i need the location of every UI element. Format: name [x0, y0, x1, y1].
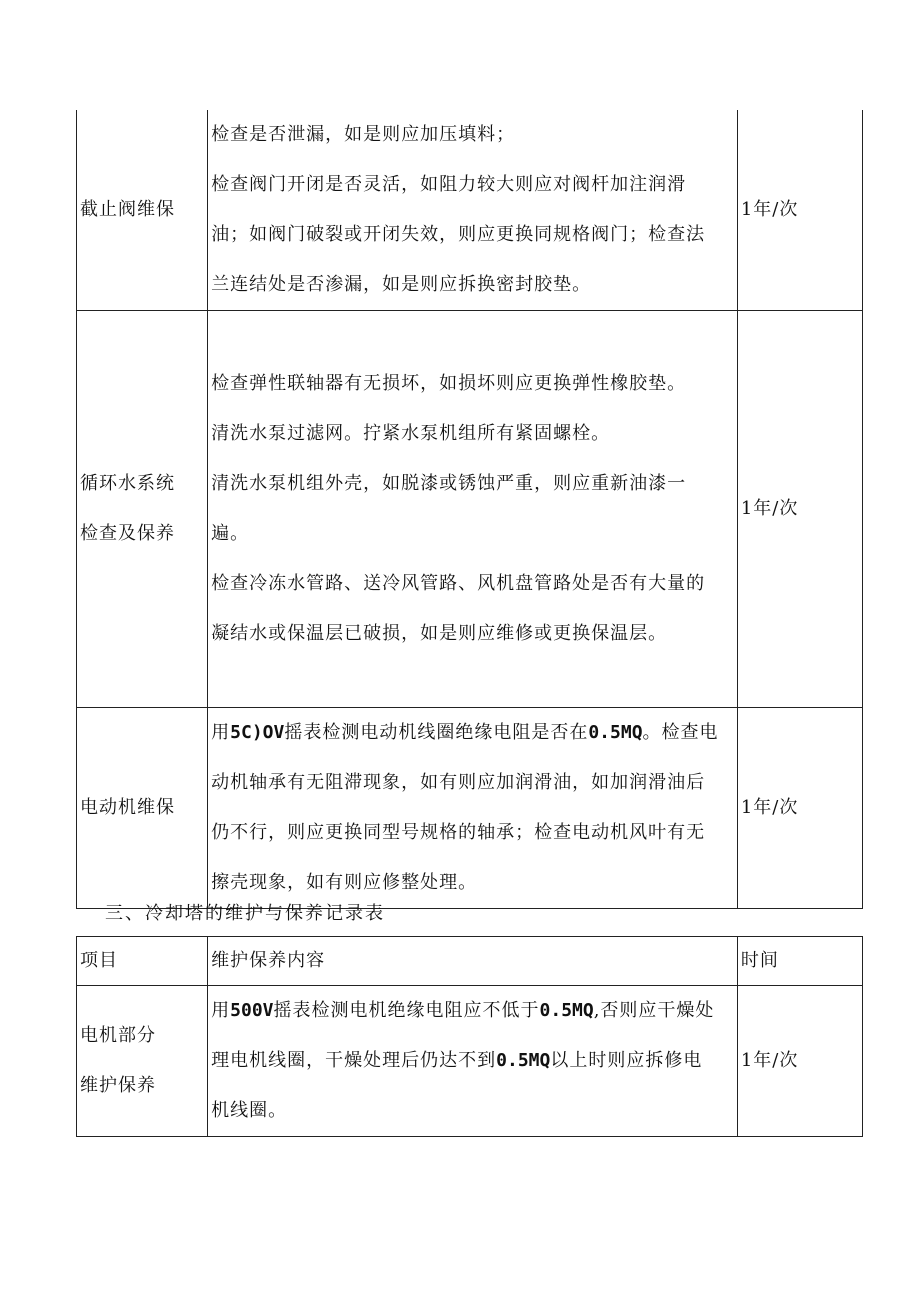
item-label: 截止阀维保 [80, 199, 175, 220]
content-line: 检查阀门开闭是否灵活，如阻力较大则应对阀杆加注润滑 [211, 174, 687, 195]
item-label: 维护保养 [80, 1075, 156, 1096]
text-run: 0.5MQ [588, 722, 643, 743]
content-line: 检查冷冻水管路、送冷风管路、风机盘管路处是否有大量的 [211, 573, 706, 594]
content-line: 检查弹性联轴器有无损坏，如损坏则应更换弹性橡胶垫。 [211, 373, 687, 394]
text-run: 5C)OV [230, 722, 285, 743]
text-run: 0.5MQ [539, 1000, 594, 1021]
header-cell-item: 项目 [77, 937, 208, 986]
text-run: 0.5MQ [496, 1050, 551, 1071]
content-line: 遍。 [211, 523, 250, 544]
item-cell [77, 708, 208, 909]
table-row [77, 311, 863, 708]
content-line: 凝结水或保温层已破损，如是则应维修或更换保温层。 [211, 623, 668, 644]
text-run: 用 [211, 1000, 231, 1021]
time-label: 1年/次 [740, 498, 799, 519]
text-run: 用 [211, 722, 231, 743]
content-line: 动机轴承有无阻滞现象，如有则应加润滑油，如加润滑油后 [211, 772, 706, 793]
header-cell-time: 时间 [737, 937, 862, 986]
time-label: 1年/次 [740, 1050, 799, 1071]
cooling-tower-table [76, 936, 863, 1137]
content-cell [208, 986, 738, 1137]
content-line: 机线圈。 [211, 1100, 288, 1121]
text-run: ,否则应干燥处 [593, 1000, 715, 1021]
time-label: 1年/次 [740, 199, 799, 220]
table-row [77, 708, 863, 909]
item-cell [77, 311, 208, 708]
content-line: 检查是否泄漏，如是则应加压填料； [211, 124, 516, 145]
text-run: 。检查电 [642, 722, 719, 743]
text-run: 理电机线圈，干燥处理后仍达不到 [211, 1050, 497, 1071]
table-row [77, 110, 863, 311]
text-run: 摇表检测电动机线圈绝缘电阻是否在 [284, 722, 589, 743]
content-line: 兰连结处是否渗漏，如是则应拆换密封胶垫。 [211, 274, 592, 295]
header-cell-content: 维护保养内容 [208, 937, 738, 986]
item-cell [77, 110, 208, 311]
item-label: 电机部分 [80, 1025, 156, 1046]
time-label: 1年/次 [740, 797, 799, 818]
item-label: 检查及保养 [80, 523, 175, 544]
item-label: 循环水系统 [80, 473, 175, 494]
time-cell [737, 311, 862, 708]
text-run: 摇表检测电机绝缘电阻应不低于 [273, 1000, 540, 1021]
content-line [211, 1036, 737, 1086]
item-label: 电动机维保 [80, 797, 175, 818]
maintenance-table-1 [76, 110, 863, 909]
time-cell [737, 986, 862, 1137]
table-row [77, 986, 863, 1137]
time-cell [737, 708, 862, 909]
text-run: 500V [230, 1000, 274, 1021]
content-cell [208, 110, 738, 311]
content-line: 擦壳现象，如有则应修整处理。 [211, 872, 478, 893]
content-line: 清洗水泵过滤网。拧紧水泵机组所有紧固螺栓。 [211, 423, 611, 444]
text-run: 以上时则应拆修电 [550, 1050, 703, 1071]
section-heading: 三、冷却塔的维护与保养记录表 [105, 903, 385, 924]
content-line [211, 708, 737, 758]
content-line: 清洗水泵机组外壳，如脱漆或锈蚀严重，则应重新油漆一 [211, 473, 687, 494]
content-line: 仍不行，则应更换同型号规格的轴承；检查电动机风叶有无 [211, 822, 706, 843]
content-cell [208, 708, 738, 909]
item-cell [77, 986, 208, 1137]
table-header-row [77, 937, 863, 986]
content-line [211, 986, 737, 1036]
content-line: 油；如阀门破裂或开闭失效，则应更换同规格阀门；检查法 [211, 224, 706, 245]
time-cell [737, 110, 862, 311]
content-cell [208, 311, 738, 708]
